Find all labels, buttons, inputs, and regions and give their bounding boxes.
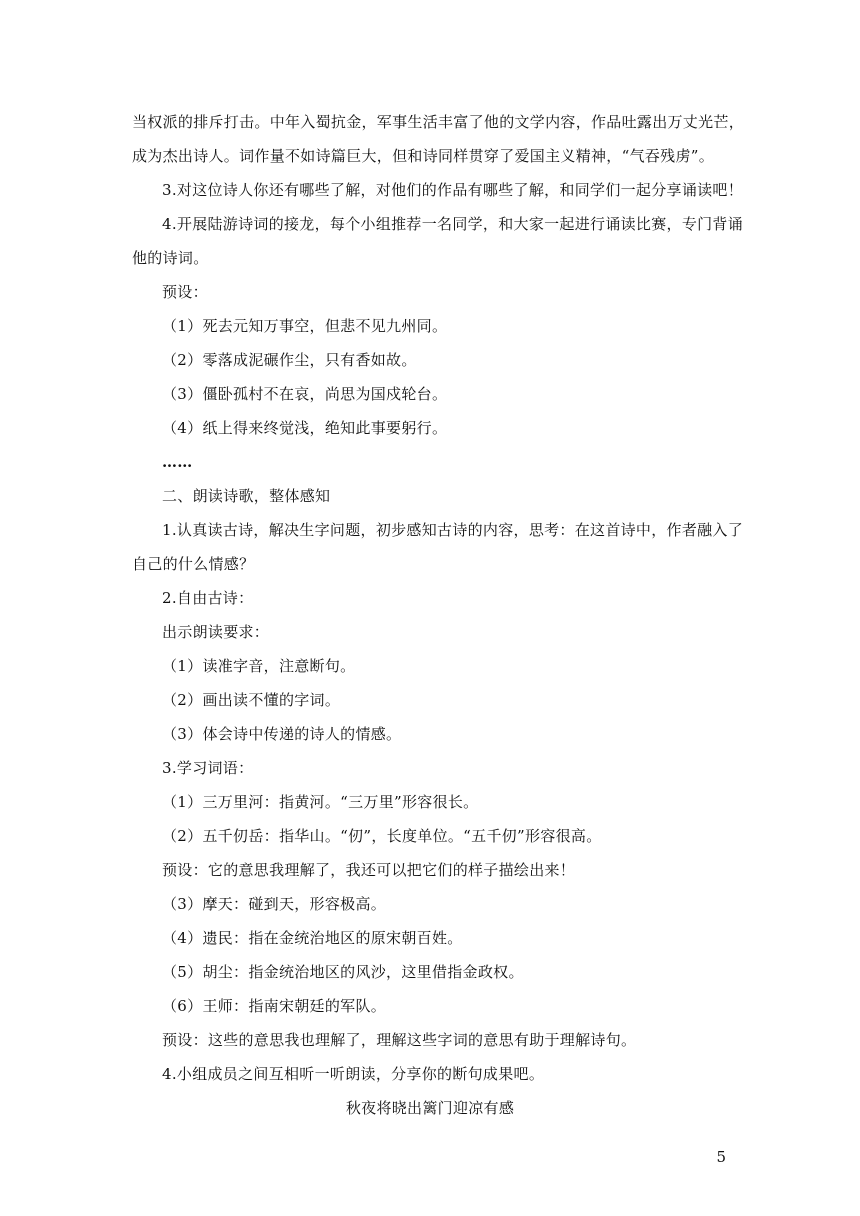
list-item: （4）遗民：指在金统治地区的原宋朝百姓。	[162, 929, 463, 947]
list-item: （1）读准字音，注意断句。	[162, 657, 356, 675]
paragraph-line: 他的诗词。	[132, 249, 209, 267]
paragraph-line: 出示朗读要求：	[162, 623, 270, 641]
list-item: （2）零落成泥碾作尘，只有香如故。	[162, 351, 417, 369]
list-item: （1）三万里河：指黄河。“三万里”形容很长。	[162, 793, 479, 811]
list-item: （6）王师：指南宋朝廷的军队。	[162, 997, 387, 1015]
poem-title: 秋夜将晓出篱门迎凉有感	[345, 1099, 515, 1117]
paragraph-line: 预设：	[162, 283, 208, 301]
ellipsis: ……	[162, 453, 193, 471]
list-item: （5）胡尘：指金统治地区的风沙，这里借指金政权。	[162, 963, 524, 981]
list-item: （3）体会诗中传递的诗人的情感。	[162, 725, 402, 743]
paragraph-line: 3.对这位诗人你还有哪些了解，对他们的作品有哪些了解，和同学们一起分享诵读吧！	[162, 181, 744, 199]
paragraph-line: 3.学习词语：	[162, 759, 254, 777]
paragraph-line: 1.认真读古诗，解决生字问题，初步感知古诗的内容，思考：在这首诗中，作者融入了	[162, 521, 744, 539]
list-item: （2）五千仞岳：指华山。“仞”，长度单位。“五千仞”形容很高。	[162, 827, 602, 845]
list-item: （1）死去元知万事空，但悲不见九州同。	[162, 317, 448, 335]
section-heading: 二、朗读诗歌，整体感知	[162, 487, 331, 505]
list-item: （3）摩天：碰到天，形容极高。	[162, 895, 387, 913]
paragraph-line: 自己的什么情感？	[132, 555, 255, 573]
page-number: 5	[716, 1148, 726, 1166]
paragraph-line: 2.自由古诗：	[162, 589, 254, 607]
paragraph-line: 当权派的排斥打击。中年入蜀抗金，军事生活丰富了他的文学内容，作品吐露出万丈光芒，	[132, 113, 745, 131]
list-item: （4）纸上得来终觉浅，绝知此事要躬行。	[162, 419, 448, 437]
paragraph-line: 预设：这些的意思我也理解了，理解这些字词的意思有助于理解诗句。	[162, 1031, 637, 1049]
list-item: （3）僵卧孤村不在哀，尚思为国戍轮台。	[162, 385, 448, 403]
paragraph-line: 4.开展陆游诗词的接龙，每个小组推荐一名同学，和大家一起进行诵读比赛，专门背诵	[162, 215, 744, 233]
list-item: （2）画出读不懂的字词。	[162, 691, 341, 709]
paragraph-line: 4.小组成员之间互相听一听朗读，分享你的断句成果吧。	[162, 1065, 545, 1083]
paragraph-line: 预设：它的意思我理解了，我还可以把它们的样子描绘出来！	[162, 861, 576, 879]
paragraph-line: 成为杰出诗人。词作量不如诗篇巨大，但和诗同样贯穿了爱国主义精神，“气吞残虏”。	[132, 147, 715, 165]
